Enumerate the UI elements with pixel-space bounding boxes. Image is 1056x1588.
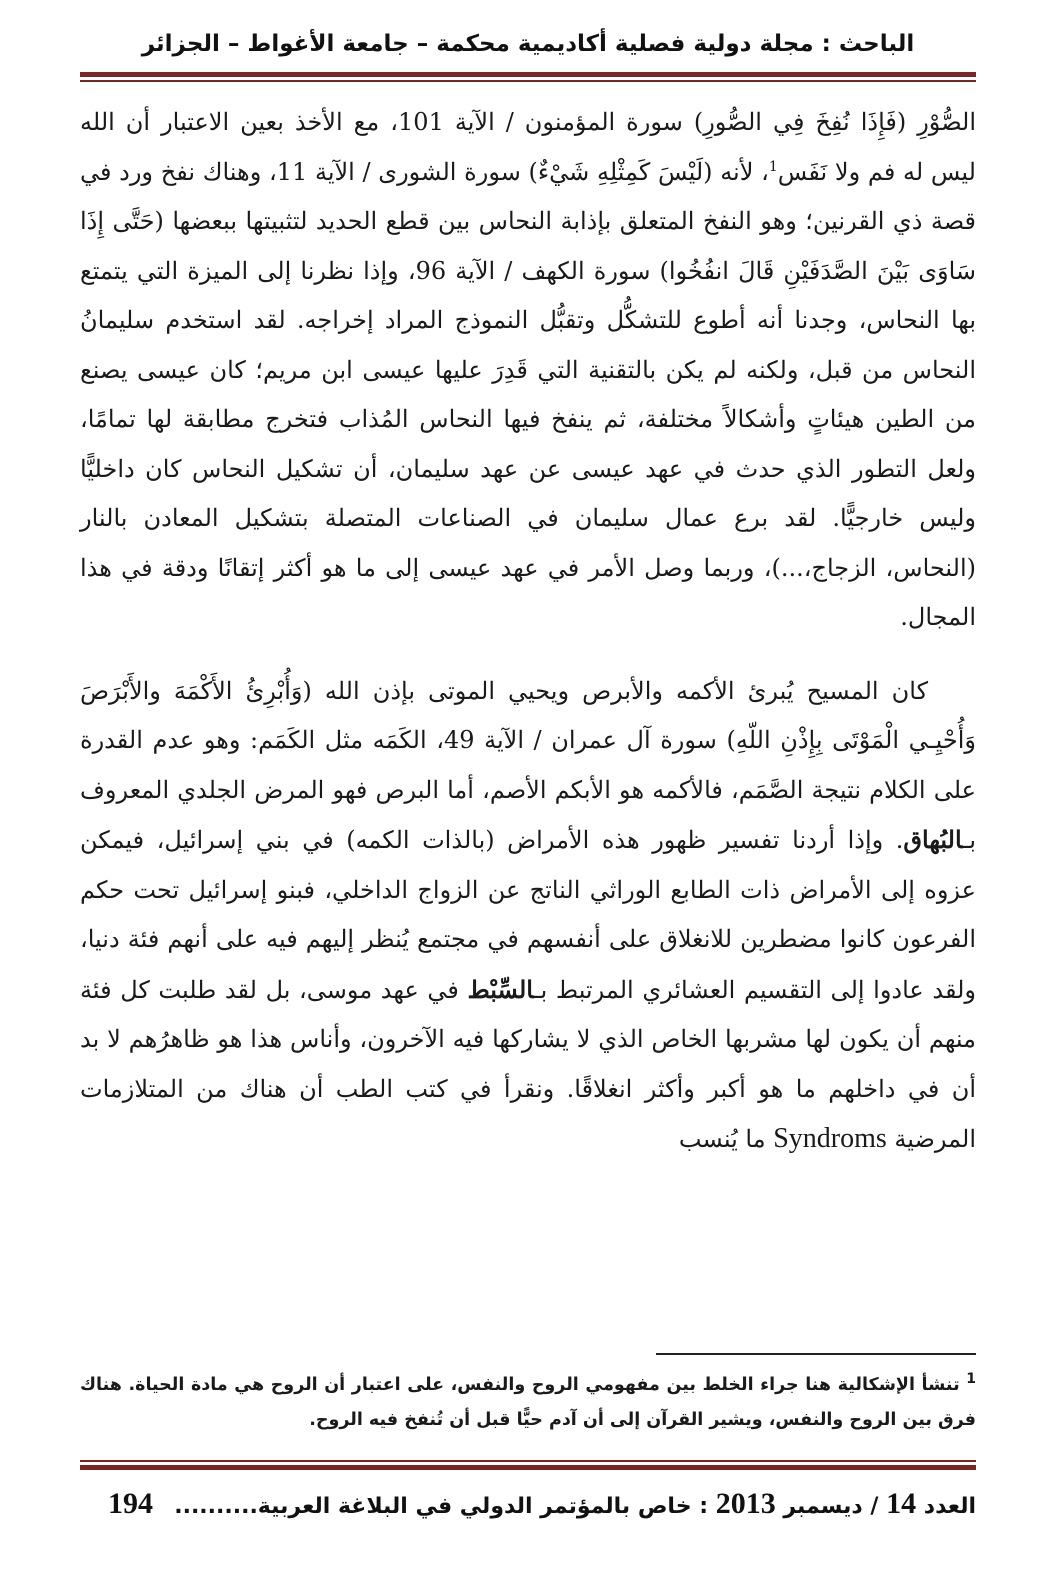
header-rule-thick (80, 72, 976, 77)
issue-number: 14 (886, 1487, 917, 1520)
footer-rule-thick (80, 1465, 976, 1470)
term-bahaq: البُهاق (903, 825, 963, 854)
page-number: 194 (108, 1487, 153, 1520)
issue-month: ديسمبر (783, 1494, 863, 1519)
paragraph-1-part-2: ، لأنه (لَيْسَ كَمِثْلِهِ شَيْءٌ) سورة الشورى / الآية 11، وهناك نفخ ورد في قصة ذي القرنين؛ وهو النفخ المتعلق بإذابة النحاس بين قطع الحديد لتثبيتها ببعضها (حَتَّى إِذَا سَاوَى بَيْنَ الصَّدَفَيْنِ قَالَ انفُخُوا) سورة الكهف / الآية 96، وإذا نظرنا إلى الميزة التي يتمتع بها النحاس، وجدنا أنه أطوع للتشكُّل وتقبُّل النموذج المراد إخراجه. لقد استخدم سليمانُ النحاس من قبل، ولكنه لم يكن بالتقنية التي قَدِرَ عليها عيسى ابن مريم؛ كان عيسى يصنع من الطين هيئاتٍ وأشكالاً مختلفة، ثم ينفخ فيها النحاس المُذاب فتخرج مطابقة لها تمامًا، ولعل التطور الذي حدث في عهد عيسى عن عهد سليمان، أن تشكيل النحاس كان داخليًّا وليس خارجيًّا. لقد برع عمال سليمان في الصناعات المتصلة بتشكيل المعادن بالنار (النحاس، الزجاج،...)، وربما وصل الأمر في عهد عيسى إلى ما هو أكثر إتقانًا ودقة في هذا المجال. (80, 157, 977, 631)
issue-info (174, 1484, 976, 1527)
footnote-reference: 1 (768, 158, 778, 175)
paragraph-1-part-1: الصُّوْرِ (فَإِذَا نُفِخَ فِي الصُّورِ) سورة المؤمنون / الآية 101، مع الأخذ بعين الاعتبار أن الله ليس له فم ولا نَفَس (80, 108, 977, 186)
issue-slash: / (870, 1494, 879, 1519)
running-header (80, 26, 976, 62)
footnote (80, 1368, 976, 1438)
paragraph-2 (80, 667, 976, 1165)
paragraph-2-part-3: في عهد موسى، بل لقد طلبت كل فئة منهم أن يكون لها مشربها الخاص الذي لا يشاركها فيه الآخرون، وأناس هذا هو ظاهرُهم لا بد أن في داخلهم ما هو أكبر وأكثر انغلاقًا. ونقرأ في كتب الطب أن هناك من المتلازمات المرضية (80, 975, 976, 1153)
issue-description: : خاص بالمؤتمر الدولي في البلاغة العربية.......... (174, 1494, 709, 1519)
footnote-text: تنشأ الإشكالية هنا جراء الخلط بين مفهومي الروح والنفس، على اعتبار أن الروح هي مادة الحياة. هناك فرق بين الروح والنفس، ويشير القرآن إلى أن آدم حيًّا قبل أن تُنفخ فيه الروح. (80, 1375, 976, 1430)
running-footer (108, 1484, 976, 1524)
paragraph-2-part-4: ما يُنسب (678, 1125, 774, 1153)
footnote-number: 1 (966, 1371, 977, 1388)
issue-label: العدد (923, 1494, 976, 1519)
main-text (80, 98, 976, 1165)
footnote-separator (656, 1353, 976, 1355)
footer-rule-thin (80, 1460, 976, 1462)
term-syndroms: Syndroms (773, 1123, 887, 1154)
issue-year: 2013 (715, 1487, 776, 1520)
paragraph-1 (80, 98, 976, 643)
paragraph-2-part-2: . وإذا أردنا تفسير ظهور هذه الأمراض (بالذات الكمه) في بني إسرائيل، فيمكن عزوه إلى الأمراض ذات الطابع الوراثي الناتج عن الزواج الداخلي، فبنو إسرائيل تحت حكم الفرعون كانوا مضطرين للانغلاق على أنفسهم في مجتمع يُنظر إليهم فيه على أنهم فئة دنيا، ولقد عادوا إلى التقسيم العشائري المرتبط بـ (80, 826, 977, 1004)
journal-title: الباحث : مجلة دولية فصلية أكاديمية محكمة – جامعة الأغواط – الجزائر (141, 31, 915, 57)
paragraph-2-part-1: كان المسيح يُبرئ الأكمه والأبرص ويحيي الموتى بإذن الله (وَأُبْرِئُ الأَكْمَهَ والأَبْرَصَ وَأُحْيِـي الْمَوْتَى بِإِذْنِ اللّهِ) سورة آل عمران / الآية 49، الكَمَه مثل الكَمَم: وهو عدم القدرة على الكلام نتيجة الصَّمَم، فالأكمه هو الأبكم الأصم، أما البرص فهو المرض الجلدي المعروف بـ (80, 676, 976, 854)
header-rule-thin (80, 80, 976, 82)
term-sibt: السِّبْط (467, 974, 534, 1004)
